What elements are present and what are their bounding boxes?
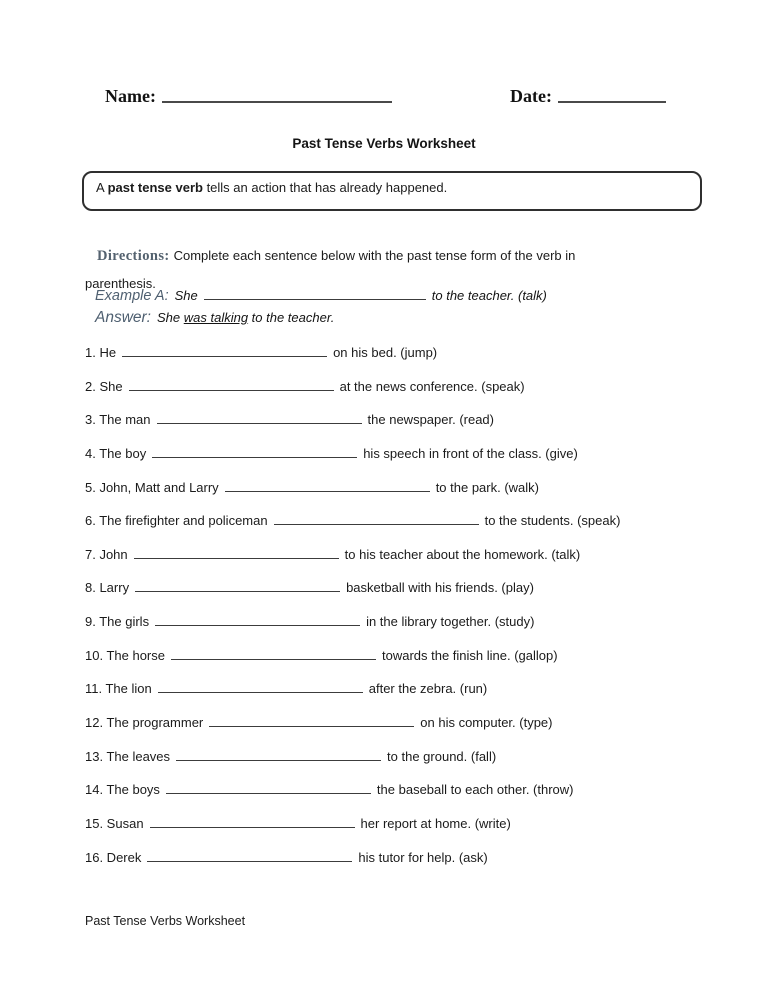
worksheet-item bbox=[85, 672, 745, 706]
answer-blank-line bbox=[274, 513, 479, 525]
item-sentence-start: 6. The firefighter and policeman bbox=[85, 513, 268, 529]
item-sentence-start: 16. Derek bbox=[85, 849, 142, 865]
name-date-row bbox=[0, 86, 768, 116]
name-blank-line bbox=[162, 88, 392, 103]
item-sentence-start: 13. The leaves bbox=[85, 748, 171, 764]
answer-post: to the teacher. bbox=[248, 310, 335, 325]
item-sentence-end: on his bed. (jump) bbox=[333, 345, 438, 360]
answer-blank-line bbox=[225, 480, 430, 492]
item-sentence-end: the baseball to each other. (throw) bbox=[376, 782, 574, 798]
item-sentence-start: 15. Susan bbox=[85, 815, 144, 831]
footer-title: Past Tense Verbs Worksheet bbox=[85, 914, 246, 928]
item-sentence-start: 7. John bbox=[85, 546, 128, 562]
worksheet-item bbox=[85, 471, 745, 505]
item-sentence-end: to the ground. (fall) bbox=[387, 748, 497, 764]
item-sentence-end: to the students. (speak) bbox=[484, 513, 621, 529]
definition-lead: A bbox=[96, 180, 108, 195]
item-sentence-end: on his computer. (type) bbox=[420, 715, 553, 731]
item-sentence-end: the newspaper. (read) bbox=[367, 412, 494, 428]
item-sentence-start: 3. The man bbox=[85, 412, 151, 428]
items-list bbox=[85, 336, 745, 874]
answer-blank-line bbox=[157, 412, 362, 424]
worksheet-item bbox=[85, 740, 745, 774]
item-sentence-end: to the park. (walk) bbox=[435, 479, 540, 495]
item-sentence-start: 12. The programmer bbox=[85, 715, 204, 731]
item-sentence-end: towards the finish line. (gallop) bbox=[381, 647, 558, 663]
answer-underlined-text: was talking bbox=[183, 310, 249, 325]
example-line bbox=[95, 285, 547, 307]
worksheet-item bbox=[85, 706, 745, 740]
worksheet-item bbox=[85, 336, 745, 370]
worksheet-item bbox=[85, 571, 745, 605]
answer-blank-line bbox=[147, 850, 352, 862]
worksheet-item bbox=[85, 639, 745, 673]
item-sentence-start: 5. John, Matt and Larry bbox=[85, 479, 219, 495]
answer-blank-line bbox=[155, 614, 360, 626]
answer-blank-line bbox=[150, 816, 355, 828]
item-sentence-end: his speech in front of the class. (give) bbox=[363, 445, 578, 461]
directions-text: Complete each sentence below with the past tense form of the verb in parenthesis. bbox=[85, 248, 576, 291]
answer-pre: She bbox=[157, 310, 184, 325]
example-blank-line bbox=[204, 288, 426, 300]
worksheet-item bbox=[85, 773, 745, 807]
answer-blank-line bbox=[158, 681, 363, 693]
item-sentence-end: after the zebra. (run) bbox=[368, 681, 488, 697]
worksheet-item bbox=[85, 370, 745, 404]
answer-blank-line bbox=[129, 379, 334, 391]
answer-blank-line bbox=[135, 580, 340, 592]
example-label: Example A: bbox=[95, 288, 169, 304]
item-sentence-start: 10. The horse bbox=[85, 647, 165, 663]
item-sentence-end: at the news conference. (speak) bbox=[339, 378, 525, 394]
answer-blank-line bbox=[171, 648, 376, 660]
answer-blank-line bbox=[176, 749, 381, 761]
definition-rest: tells an action that has already happened. bbox=[202, 180, 448, 195]
item-sentence-end: her report at home. (write) bbox=[360, 815, 511, 831]
item-sentence-end: in the library together. (study) bbox=[366, 614, 535, 630]
name-field bbox=[105, 86, 392, 107]
worksheet-item bbox=[85, 841, 745, 875]
answer-label: Answer: bbox=[95, 309, 151, 326]
worksheet-item bbox=[85, 605, 745, 639]
worksheet-item bbox=[85, 807, 745, 841]
worksheet-item bbox=[85, 538, 745, 572]
answer-line bbox=[95, 307, 547, 328]
example-block bbox=[95, 285, 547, 328]
item-sentence-start: 9. The girls bbox=[85, 614, 150, 630]
worksheet-item bbox=[85, 403, 745, 437]
answer-blank-line bbox=[152, 446, 357, 458]
date-label: Date: bbox=[510, 86, 552, 106]
item-sentence-end: basketball with his friends. (play) bbox=[346, 580, 534, 596]
definition-box bbox=[82, 171, 702, 211]
answer-blank-line bbox=[209, 715, 414, 727]
item-sentence-end: his tutor for help. (ask) bbox=[358, 849, 488, 865]
date-blank-line bbox=[558, 88, 666, 103]
example-pre: She bbox=[174, 288, 198, 303]
answer-blank-line bbox=[122, 345, 327, 357]
worksheet-item bbox=[85, 437, 745, 471]
example-post: to the teacher. (talk) bbox=[431, 288, 547, 303]
item-sentence-start: 14. The boys bbox=[85, 782, 160, 798]
worksheet-item bbox=[85, 504, 745, 538]
page-title: Past Tense Verbs Worksheet bbox=[292, 136, 476, 151]
item-sentence-start: 11. The lion bbox=[85, 681, 152, 697]
item-sentence-start: 8. Larry bbox=[85, 580, 130, 596]
definition-term: past tense verb bbox=[107, 180, 203, 195]
name-label: Name: bbox=[105, 86, 156, 106]
directions-label: Directions: bbox=[97, 248, 170, 264]
answer-blank-line bbox=[166, 782, 371, 794]
item-sentence-start: 2. She bbox=[85, 378, 123, 394]
date-field bbox=[510, 86, 666, 107]
answer-blank-line bbox=[134, 547, 339, 559]
item-sentence-end: to his teacher about the homework. (talk) bbox=[344, 546, 581, 562]
item-sentence-start: 1. He bbox=[85, 345, 117, 360]
item-sentence-start: 4. The boy bbox=[85, 445, 147, 461]
